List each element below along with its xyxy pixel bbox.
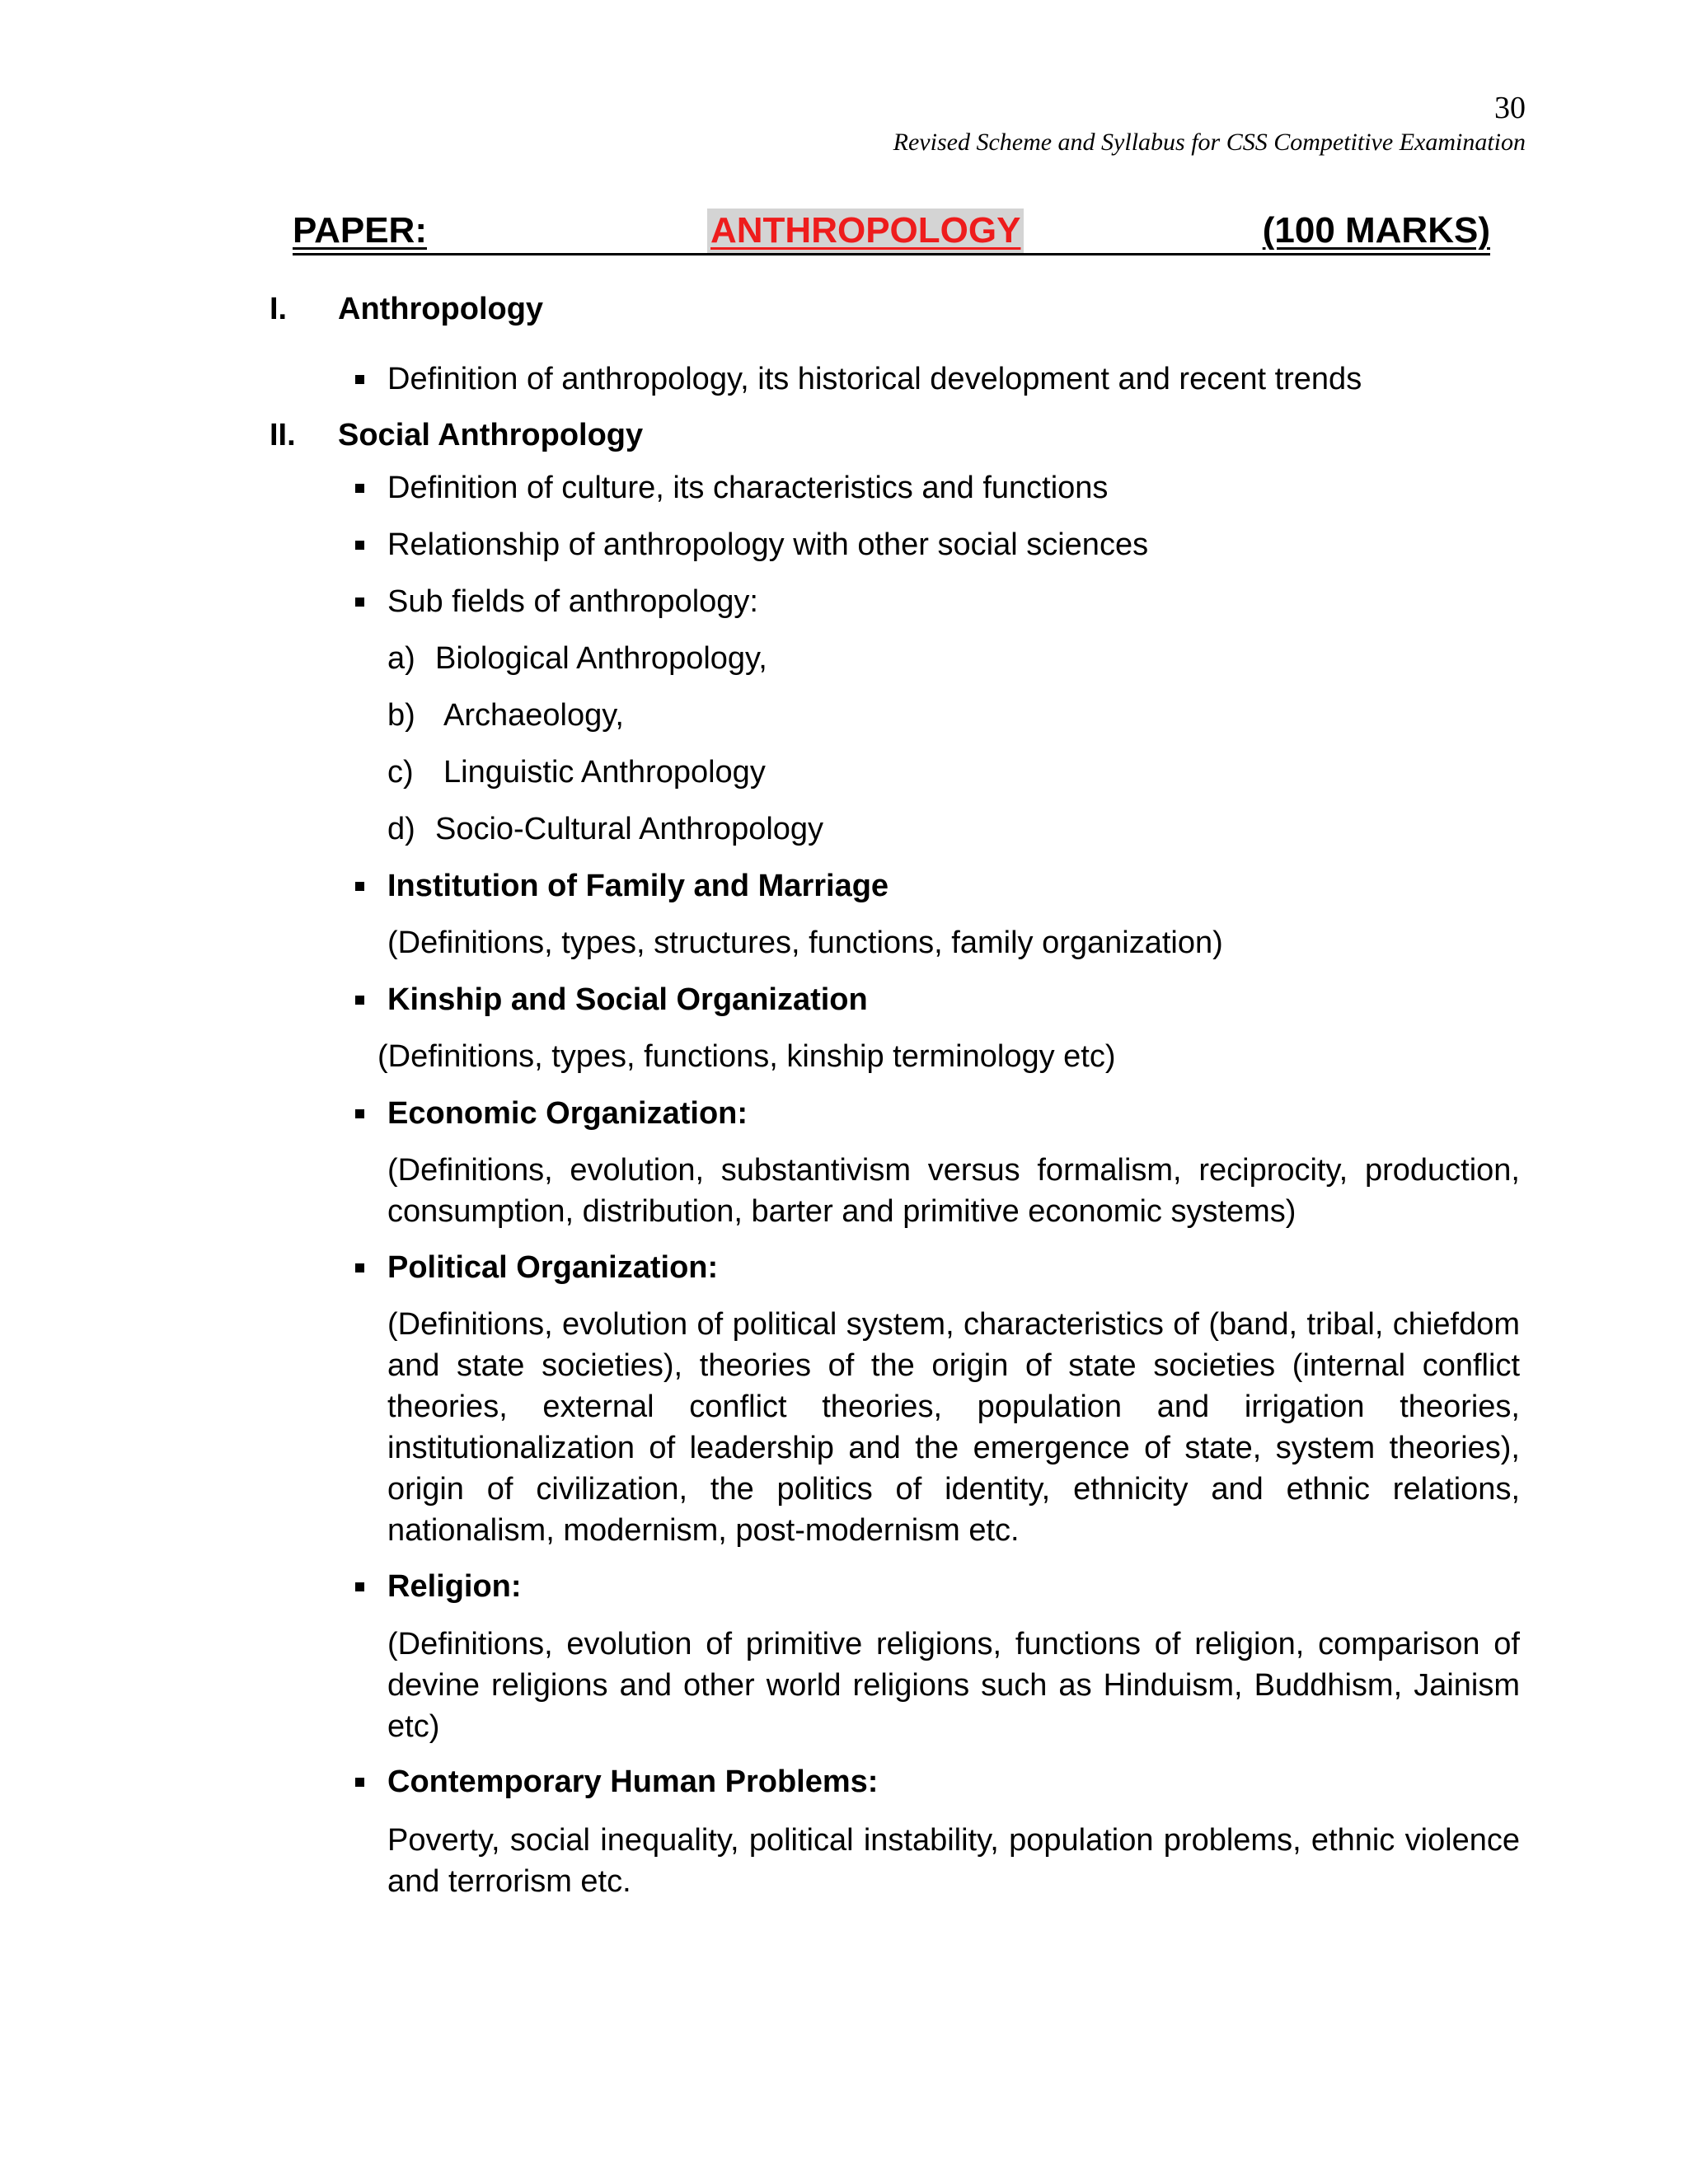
subfield-letter: c) xyxy=(387,755,414,790)
topic-title: Religion: xyxy=(387,1569,522,1604)
subfield-text: Linguistic Anthropology xyxy=(443,755,766,790)
section-title: Anthropology xyxy=(338,292,544,326)
bullet-item: Definition of culture, its characteristics and functions xyxy=(387,471,1109,505)
topic-title: Contemporary Human Problems: xyxy=(387,1765,879,1799)
topic-description: (Definitions, types, structures, functions, family organization) xyxy=(387,926,1223,960)
subfield-text: Socio-Cultural Anthropology xyxy=(435,812,824,846)
section-heading-2 xyxy=(270,416,643,454)
subfield-text: Archaeology, xyxy=(443,698,624,733)
topic-description: (Definitions, evolution of primitive religions, functions of religion, comparison of devine religions and other world religions such as Hinduism, Buddhism, Jainism etc) xyxy=(387,1627,1520,1744)
running-header: Revised Scheme and Syllabus for CSS Competitive Examination xyxy=(893,129,1526,156)
section-title: Social Anthropology xyxy=(338,418,644,452)
bullet-item: Definition of anthropology, its historical development and recent trends xyxy=(387,362,1362,396)
bullet-item: Relationship of anthropology with other social sciences xyxy=(387,527,1149,562)
topic-title: Kinship and Social Organization xyxy=(387,982,868,1017)
section-number: II. xyxy=(270,418,296,452)
topic-title: Institution of Family and Marriage xyxy=(387,869,889,903)
subfield-text: Biological Anthropology, xyxy=(435,641,767,676)
subfield-letter: d) xyxy=(387,812,415,846)
topic-description: Poverty, social inequality, political instability, population problems, ethnic violence and terrorism etc. xyxy=(387,1823,1520,1899)
subfield-item xyxy=(387,810,823,848)
subfield-letter: a) xyxy=(387,641,415,676)
paper-marks: (100 MARKS) xyxy=(1262,210,1490,251)
topic-description: (Definitions, evolution of political system, characteristics of (band, tribal, chiefdom and state societies), theories of the origin of state societies (internal conflict theories, external conflict theories, population and irrigation theories, institutionalization of leadership and the emergence of state, system theories), origin of civilization, the politics of identity, ethnicity and ethnic relations, nationalism, modernism, post-modernism etc. xyxy=(387,1307,1520,1548)
topic-description: (Definitions, types, functions, kinship terminology etc) xyxy=(377,1039,1116,1074)
section-heading-1 xyxy=(270,290,543,328)
paper-label: PAPER: xyxy=(293,210,427,251)
paper-title xyxy=(293,209,1490,255)
subfield-item xyxy=(387,640,767,677)
topic-description: (Definitions, evolution, substantivism versus formalism, reciprocity, production, consumption, distribution, barter and primitive economic systems) xyxy=(387,1153,1520,1229)
topic-title: Political Organization: xyxy=(387,1250,719,1285)
topic-title: Economic Organization: xyxy=(387,1096,748,1131)
subfield-letter: b) xyxy=(387,698,415,733)
section-number: I. xyxy=(270,292,288,326)
page-number: 30 xyxy=(1494,91,1526,125)
subfield-item xyxy=(387,696,624,734)
paper-subject: ANTHROPOLOGY xyxy=(707,209,1024,253)
bullet-item: Sub fields of anthropology: xyxy=(387,584,758,619)
subfield-item xyxy=(387,753,766,791)
